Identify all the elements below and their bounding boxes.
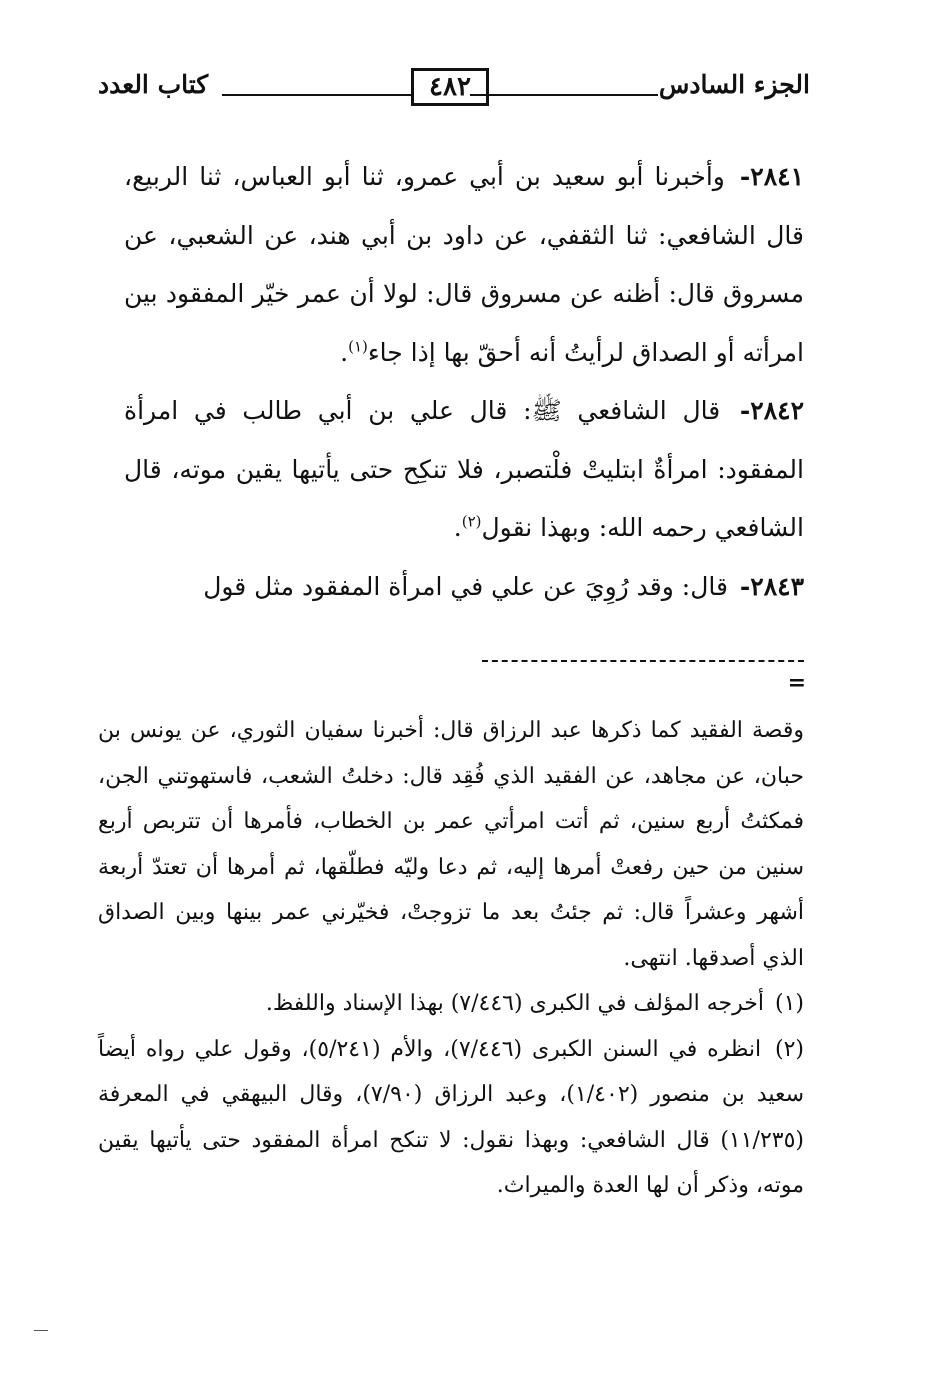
page-number: ٤٨٢: [411, 68, 489, 106]
continuation-mark: =: [787, 670, 806, 696]
footnote-separator: [482, 660, 804, 662]
running-header: [98, 66, 810, 112]
entry-tail: .: [340, 337, 349, 367]
entry-text: قال: وقد رُوِيَ عن علي في امرأة المفقود مثل قول: [203, 571, 728, 601]
entry-2841: [124, 148, 804, 382]
footnotes: [98, 708, 804, 1209]
main-text: [124, 148, 804, 616]
entry-number: ٢٨٤١-: [739, 162, 804, 191]
footnote-2: [98, 1027, 804, 1209]
entry-2843: [124, 558, 804, 617]
volume-title: الجزء السادس: [658, 70, 810, 99]
header-rule-right: [470, 94, 658, 96]
header-rule-left: [222, 94, 412, 96]
footnote-text: انظره في السنن الكبرى (٧/٤٤٦)، والأم (٥/٢٤١)، وقول علي رواه أيضاً سعيد بن منصور (١/٤٠٢)، وعبد الرزاق (٧/٩٠)، وقال البيهقي في المعرفة (١١/٢٣٥) قال الشافعي: وبهذا نقول: لا تنكح امرأة المفقود حتى يأتيها يقين موته، وذكر أن لها العدة والميراث.: [98, 1036, 805, 1198]
book-title: كتاب العدد: [98, 70, 209, 99]
entry-number: ٢٨٤٢-: [739, 396, 805, 425]
footnote-ref[interactable]: (٢): [461, 512, 482, 531]
footnote-label: (١): [774, 991, 804, 1016]
scan-mark: [34, 1330, 48, 1331]
entry-number: ٢٨٤٣-: [739, 571, 804, 601]
entry-2842: [124, 382, 804, 558]
entry-text: وأخبرنا أبو سعيد بن أبي عمرو، ثنا أبو العباس، ثنا الربيع، قال الشافعي: ثنا الثقفي، عن داود بن أبي هند، عن الشعبي، عن مسروق قال: أظنه عن مسروق قال: لولا أن عمر خيّر المفقود بين امرأته أو الصداق لرأيتُ أنه أحقّ بها إذا جاء: [124, 162, 804, 367]
footnote-text: أخرجه المؤلف في الكبرى (٧/٤٤٦) بهذا الإسناد واللفظ.: [265, 991, 764, 1016]
footnote-ref[interactable]: (١): [348, 337, 368, 356]
footnote-continuation: وقصة الفقيد كما ذكرها عبد الرزاق قال: أخبرنا سفيان الثوري، عن يونس بن حبان، عن مجاهد، عن الفقيد الذي فُقِد قال: دخلتُ الشعب، فاستهوتني الجن، فمكثتُ أربع سنين، ثم أتت امرأتي عمر بن الخطاب، فأمرها أن تتربص أربع سنين من حين رفعتْ أمرها إليه، ثم دعا وليّه فطلّقها، ثم أمرها أن تعتدّ أربعة أشهر وعشراً قال: ثم جئتُ بعد ما تزوجتْ، فخيّرني عمر بينها وبين الصداق الذي أصدقها. انتهى.: [98, 718, 804, 971]
entry-tail: .: [453, 513, 462, 542]
footnote-label: (٢): [774, 1036, 804, 1062]
entry-text: قال الشافعي ﷺ: قال علي بن أبي طالب في امرأة المفقود: امرأةٌ ابتليتْ فلْتصبر، فلا تنكِح حتى يأتيها يقين موته، قال الشافعي رحمه الله: وبهذا نقول: [124, 396, 804, 542]
footnote-1: [98, 981, 804, 1027]
